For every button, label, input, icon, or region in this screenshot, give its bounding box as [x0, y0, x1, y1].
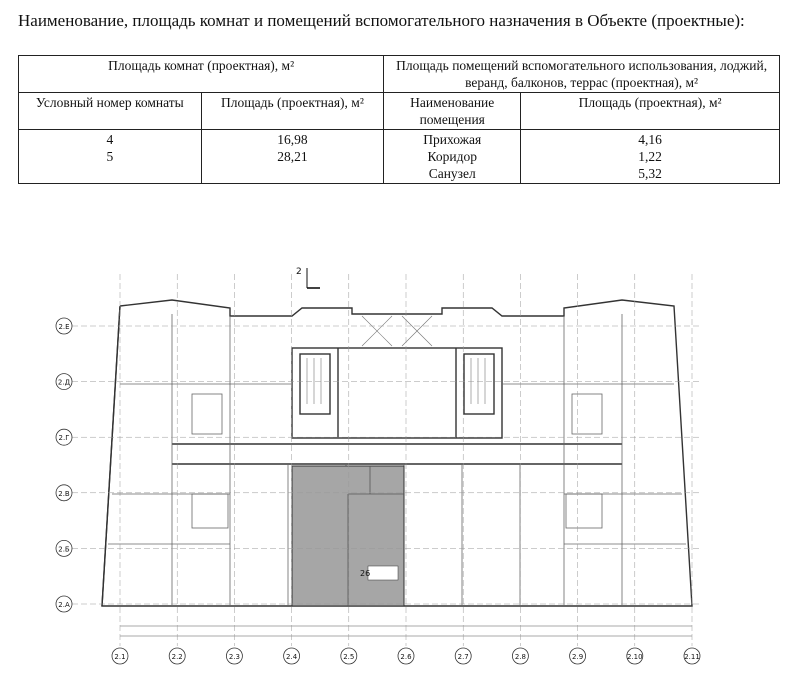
floor-plan: [52, 254, 752, 674]
aux-name: Санузел: [428, 166, 476, 181]
axis-label: 2.5: [343, 653, 355, 661]
axis-label: 2.4: [286, 653, 298, 661]
axis-label: 2.8: [514, 653, 526, 661]
aux-area: 4,16: [638, 132, 662, 147]
axis-label: 2.9: [572, 653, 584, 661]
col-room-area: Площадь (проектная), м²: [201, 93, 384, 130]
col-room-number: Условный номер комнаты: [19, 93, 202, 130]
aux-name: Коридор: [427, 149, 477, 164]
aux-name: Прихожая: [423, 132, 482, 147]
document-title: Наименование, площадь комнат и помещений вспомогательного назначения в Объекте (проектные):: [18, 11, 745, 30]
highlighted-apartment: [292, 466, 404, 606]
aux-area-cell: [521, 130, 780, 184]
stair-hatching: [307, 316, 485, 404]
axis-label: 2.1: [114, 653, 126, 661]
rooms-header: Площадь комнат (проектная), м²: [19, 56, 384, 93]
axis-label: 2.В: [58, 489, 70, 498]
axis-label: 2.2: [171, 653, 183, 661]
apartment-label: 26: [360, 569, 371, 578]
aux-area: 5,32: [638, 166, 662, 181]
axis-label: 2.7: [457, 653, 469, 661]
room-number-cell: [19, 130, 202, 184]
room-number: 5: [106, 149, 114, 164]
room-area-table: [18, 55, 780, 184]
col-aux-area: Площадь (проектная), м²: [521, 93, 780, 130]
room-area-cell: [201, 130, 384, 184]
room-area: 16,98: [277, 132, 308, 147]
axis-label: 2.Е: [58, 323, 70, 331]
axis-label: 2.6: [400, 653, 412, 661]
aux-header: Площадь помещений вспомогательного использования, лоджий, веранд, балконов, террас (проектная), м²: [384, 56, 780, 93]
room-number: 4: [106, 132, 114, 147]
axis-label: 2.10: [627, 653, 643, 661]
section-marker: [296, 267, 320, 288]
room-area: 28,21: [277, 149, 308, 164]
aux-area: 1,22: [638, 149, 662, 164]
axis-label: 2.А: [58, 601, 70, 609]
axis-label: 2.Б: [58, 545, 70, 554]
axis-label: 2.Д: [57, 378, 71, 387]
axis-label: 2.3: [228, 653, 240, 661]
col-aux-name: Наименование помещения: [384, 93, 521, 130]
axis-label: 2.11: [684, 653, 700, 661]
aux-name-cell: [384, 130, 521, 184]
svg-text:2: 2: [296, 267, 302, 277]
axis-label: 2.Г: [58, 434, 70, 443]
